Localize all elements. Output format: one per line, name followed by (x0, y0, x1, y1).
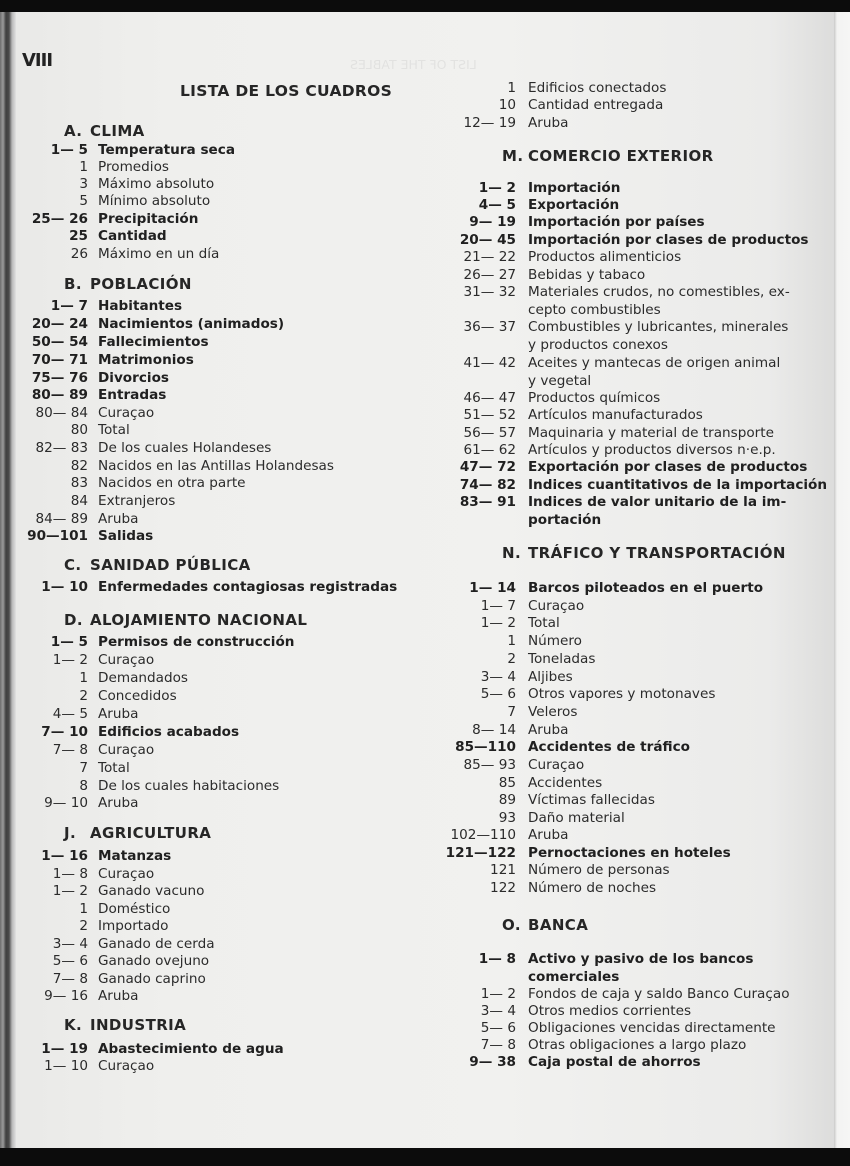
entry-label: Accidentes (528, 775, 603, 791)
entry-label: Doméstico (98, 901, 171, 917)
table-range: 1— 2 (480, 615, 516, 631)
entry-label: Indices cuantitativos de la importación (528, 477, 828, 493)
entry-label: Aljibes (528, 669, 573, 685)
entry-label: Caja postal de ahorros (528, 1054, 701, 1070)
entry-label: Mínimo absoluto (98, 193, 211, 209)
section-letter: M. (502, 147, 524, 165)
entry-label: Importación (528, 180, 621, 196)
table-range: 83 (70, 475, 88, 491)
entry-label: Víctimas fallecidas (528, 792, 655, 808)
table-range: 1 (507, 80, 516, 96)
table-range: 74— 82 (459, 477, 516, 493)
table-range: 9— 38 (469, 1054, 516, 1070)
table-range: 7— 8 (480, 1037, 516, 1053)
entry-label: Total (98, 760, 130, 776)
table-range: 4— 5 (52, 706, 88, 722)
table-range: 84— 89 (35, 511, 88, 527)
section-letter: A. (64, 122, 83, 140)
entry-label: Combustibles y lubricantes, minerales (528, 319, 789, 335)
entry-label: Matrimonios (98, 352, 194, 368)
entry-label: Exportación (528, 197, 620, 213)
entry-label: Pernoctaciones en hoteles (528, 845, 731, 861)
section-title: COMERCIO EXTERIOR (528, 147, 714, 165)
section-heading (64, 276, 192, 294)
entry-label: Otros medios corrientes (528, 1003, 692, 1019)
section-title: BANCA (528, 916, 589, 934)
section-heading (64, 612, 307, 630)
table-range: 47— 72 (459, 459, 516, 475)
table-range: 1— 5 (50, 634, 88, 650)
table-range: 90—101 (27, 528, 88, 544)
table-range: 1— 2 (52, 652, 88, 668)
table-range: 1 (79, 159, 88, 175)
entry-label: De los cuales Holandeses (98, 440, 272, 456)
table-range: 20— 45 (459, 232, 516, 248)
table-range: 1— 5 (50, 142, 88, 158)
entry-label: Edificios acabados (98, 724, 240, 740)
table-range: 2 (507, 651, 516, 667)
table-range: 10 (498, 97, 516, 113)
page-title: LISTA DE LOS CUADROS (180, 82, 393, 100)
section-title: AGRICULTURA (90, 824, 212, 842)
entry-label: Importación por clases de productos (528, 232, 809, 248)
table-range: 7— 8 (52, 971, 88, 987)
entry-label: Otras obligaciones a largo plazo (528, 1037, 747, 1053)
entry-label: Extranjeros (98, 493, 176, 509)
entry-label: Fallecimientos (98, 334, 209, 350)
section-letter: K. (64, 1016, 83, 1034)
entry-label: Importado (98, 918, 169, 934)
entry-label: Curaçao (98, 405, 155, 421)
table-range: 1— 2 (480, 986, 516, 1002)
table-range: 82 (70, 458, 88, 474)
table-range: 80— 84 (35, 405, 88, 421)
entry-label: Accidentes de tráfico (528, 739, 690, 755)
table-range: 3 (79, 176, 88, 192)
table-range: 85 (498, 775, 516, 791)
table-range: 122 (490, 880, 516, 896)
entry-label: Daño material (528, 810, 625, 826)
table-range: 1— 7 (50, 298, 88, 314)
entry-label: Aruba (98, 988, 139, 1004)
entry-label: Veleros (528, 704, 578, 720)
table-range: 51— 52 (463, 407, 516, 423)
entry-label: Aruba (98, 511, 139, 527)
entry-label: Obligaciones vencidas directamente (528, 1020, 776, 1036)
entry-label: Curaçao (98, 742, 155, 758)
entry-label: Aruba (528, 115, 569, 131)
table-range: 84 (70, 493, 88, 509)
table-range: 7— 10 (41, 724, 88, 740)
entry-label: Total (98, 422, 130, 438)
entry-label: Promedios (98, 159, 169, 175)
entry-label: Entradas (98, 387, 167, 403)
table-range: 41— 42 (463, 355, 516, 371)
section-title: TRÁFICO Y TRANSPORTACIÓN (528, 544, 786, 562)
table-range: 83— 91 (459, 494, 516, 510)
table-range: 21— 22 (463, 249, 516, 265)
entry-label: Aruba (98, 706, 139, 722)
table-range: 3— 4 (52, 936, 88, 952)
entry-label: Maquinaria y material de transporte (528, 425, 774, 441)
table-range: 5— 6 (480, 686, 516, 702)
table-range: 85—110 (455, 739, 516, 755)
table-range: 2 (79, 918, 88, 934)
table-range: 25— 26 (31, 211, 88, 227)
entry-label: Activo y pasivo de los bancos (528, 951, 754, 967)
entry-label: Materiales crudos, no comestibles, ex- (528, 284, 790, 300)
entry-label: Artículos y productos diversos n·e.p. (528, 442, 776, 458)
table-range: 1— 8 (478, 951, 516, 967)
table-range: 3— 4 (480, 669, 516, 685)
table-range: 26— 27 (463, 267, 516, 283)
table-range: 9— 10 (44, 795, 88, 811)
table-range: 1— 14 (469, 580, 516, 596)
table-range: 56— 57 (463, 425, 516, 441)
page-number: VIII (22, 50, 53, 71)
entry-label: Bebidas y tabaco (528, 267, 646, 283)
table-range: 3— 4 (480, 1003, 516, 1019)
table-range: 82— 83 (35, 440, 88, 456)
entry-label-continued: y productos conexos (528, 336, 668, 353)
entry-label: Artículos manufacturados (528, 407, 703, 423)
entry-label: Aruba (528, 722, 569, 738)
entry-label: Ganado vacuno (98, 883, 205, 899)
entry-label: Número de personas (528, 862, 670, 878)
table-range: 8— 14 (472, 722, 516, 738)
table-range: 121—122 (445, 845, 516, 861)
table-range: 2 (79, 688, 88, 704)
entry-label: Habitantes (98, 298, 183, 314)
table-range: 1— 7 (480, 598, 516, 614)
section-letter: J. (64, 824, 77, 842)
entry-label: Curaçao (528, 757, 585, 773)
entry-label-continued: portación (528, 511, 602, 528)
table-range: 80— 89 (31, 387, 88, 403)
table-range: 70— 71 (31, 352, 88, 368)
table-range: 31— 32 (463, 284, 516, 300)
table-range: 1— 10 (44, 1058, 88, 1074)
entry-label: Aruba (528, 827, 569, 843)
table-range: 1— 2 (478, 180, 516, 196)
section-letter: O. (502, 916, 521, 934)
table-range: 1 (79, 901, 88, 917)
table-range: 9— 19 (469, 214, 516, 230)
entry-label: Cantidad (98, 228, 167, 244)
entry-label: Enfermedades contagiosas registradas (98, 579, 398, 595)
facing-page-edge (834, 12, 850, 1148)
table-range: 1— 19 (41, 1041, 88, 1057)
section-heading (64, 825, 211, 843)
entry-label: Cantidad entregada (528, 97, 664, 113)
table-range: 5— 6 (52, 953, 88, 969)
section-title: POBLACIÓN (90, 275, 192, 293)
entry-label: Precipitación (98, 211, 199, 227)
section-heading (502, 148, 714, 166)
entry-label: Total (528, 615, 560, 631)
section-title: CLIMA (90, 122, 145, 140)
entry-label: Divorcios (98, 370, 169, 386)
entry-label: Indices de valor unitario de la im- (528, 494, 787, 510)
entry-label: Temperatura seca (98, 142, 236, 158)
entry-label: Ganado caprino (98, 971, 206, 987)
table-range: 12— 19 (463, 115, 516, 131)
entry-label: Salidas (98, 528, 154, 544)
entry-label: Curaçao (528, 598, 585, 614)
table-range: 93 (498, 810, 516, 826)
entry-label: De los cuales habitaciones (98, 778, 280, 794)
entry-label: Importación por países (528, 214, 705, 230)
entry-label: Curaçao (98, 652, 155, 668)
table-range: 1 (507, 633, 516, 649)
entry-label: Barcos piloteados en el puerto (528, 580, 764, 596)
entry-label: Exportación por clases de productos (528, 459, 808, 475)
entry-label: Curaçao (98, 1058, 155, 1074)
table-range: 61— 62 (463, 442, 516, 458)
entry-label: Toneladas (528, 651, 596, 667)
entry-label: Ganado de cerda (98, 936, 215, 952)
table-range: 7— 8 (52, 742, 88, 758)
table-range: 46— 47 (463, 390, 516, 406)
entry-label: Número (528, 633, 582, 649)
section-title: INDUSTRIA (90, 1016, 187, 1034)
table-range: 36— 37 (463, 319, 516, 335)
table-range: 85— 93 (463, 757, 516, 773)
entry-label: Productos químicos (528, 390, 661, 406)
section-letter: C. (64, 556, 82, 574)
entry-label-continued: cepto combustibles (528, 301, 661, 318)
entry-label: Nacimientos (animados) (98, 316, 285, 332)
entry-label: Concedidos (98, 688, 177, 704)
table-range: 102—110 (450, 827, 516, 843)
entry-label: Matanzas (98, 848, 172, 864)
table-range: 5— 6 (480, 1020, 516, 1036)
table-range: 1— 16 (41, 848, 88, 864)
entry-label: Fondos de caja y saldo Banco Curaçao (528, 986, 790, 1002)
table-range: 25 (69, 228, 88, 244)
section-letter: B. (64, 275, 82, 293)
entry-label: Otros vapores y motonaves (528, 686, 716, 702)
table-range: 26 (70, 246, 88, 262)
table-range: 121 (490, 862, 516, 878)
table-range: 80 (70, 422, 88, 438)
entry-label: Número de noches (528, 880, 657, 896)
table-range: 20— 24 (31, 316, 88, 332)
entry-label: Productos alimenticios (528, 249, 682, 265)
table-range: 50— 54 (31, 334, 88, 350)
table-range: 89 (498, 792, 516, 808)
entry-label: Aruba (98, 795, 139, 811)
entry-label: Permisos de construcción (98, 634, 295, 650)
section-title: ALOJAMIENTO NACIONAL (90, 611, 308, 629)
entry-label: Nacidos en las Antillas Holandesas (98, 458, 334, 474)
entry-label: Curaçao (98, 866, 155, 882)
section-heading (64, 557, 251, 575)
section-heading (64, 1017, 186, 1035)
entry-label: Ganado ovejuno (98, 953, 210, 969)
entry-label: Máximo en un día (98, 246, 220, 262)
table-range: 1— 8 (52, 866, 88, 882)
entry-label: Aceites y mantecas de origen animal (528, 355, 781, 371)
table-range: 8 (79, 778, 88, 794)
entry-label: Demandados (98, 670, 189, 686)
entry-label-continued: y vegetal (528, 372, 592, 389)
table-range: 1 (79, 670, 88, 686)
entry-label-continued: comerciales (528, 968, 620, 985)
table-range: 7 (507, 704, 516, 720)
table-range: 75— 76 (31, 370, 88, 386)
section-title: SANIDAD PÚBLICA (90, 556, 251, 574)
section-letter: N. (502, 544, 522, 562)
section-heading (502, 545, 786, 563)
table-range: 4— 5 (478, 197, 516, 213)
section-heading (502, 917, 588, 935)
table-range: 5 (79, 193, 88, 209)
entry-label: Máximo absoluto (98, 176, 215, 192)
entry-label: Abastecimiento de agua (98, 1041, 284, 1057)
table-range: 9— 16 (44, 988, 88, 1004)
section-heading (64, 123, 145, 141)
table-range: 1— 10 (41, 579, 88, 595)
entry-label: Nacidos en otra parte (98, 475, 246, 491)
section-letter: D. (64, 611, 83, 629)
entry-label: Edificios conectados (528, 80, 667, 96)
table-range: 7 (79, 760, 88, 776)
table-range: 1— 2 (52, 883, 88, 899)
